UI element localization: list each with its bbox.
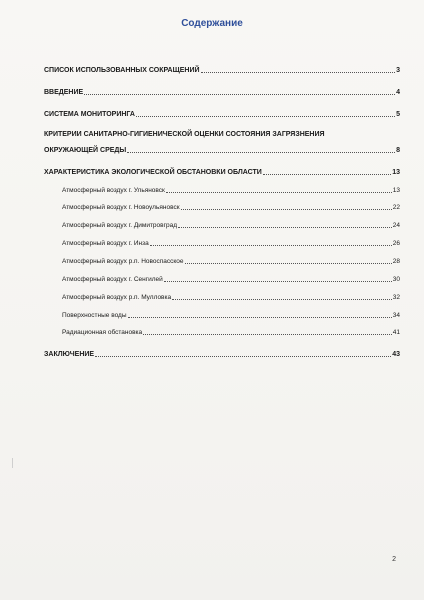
toc-entry-page: 22: [392, 204, 400, 211]
toc-entry-label: Атмосферный воздух г. Ульяновск: [62, 187, 165, 194]
toc-entry-page: 30: [392, 276, 400, 283]
toc-entry-introduction: [44, 88, 400, 97]
toc-leader-dots: [150, 245, 392, 246]
toc-entry-page: 24: [392, 222, 400, 229]
toc-leader-dots: [178, 227, 392, 228]
toc-entry-page: 34: [392, 312, 400, 319]
toc-leader-dots: [127, 152, 395, 153]
toc-entry-air-novoulyanovsk: [62, 203, 400, 212]
toc-leader-dots: [95, 356, 391, 357]
toc-entry-label: Радиационная обстановка: [62, 329, 143, 336]
toc-entry-page: 5: [396, 111, 400, 118]
toc-entry-label: Поверхностные воды: [62, 312, 127, 319]
toc-entry-label-line1: КРИТЕРИИ САНИТАРНО-ГИГИЕНИЧЕСКОЙ ОЦЕНКИ СОСТОЯНИЯ ЗАГРЯЗНЕНИЯ: [44, 131, 325, 138]
page-number: 2: [392, 556, 396, 563]
toc-entry-page: 26: [392, 240, 400, 247]
toc-entry-page: 3: [396, 67, 400, 74]
toc-entry-surface-water: [62, 311, 400, 320]
toc-entry-page: 8: [396, 147, 400, 154]
toc-entry-label: ВВЕДЕНИЕ: [44, 89, 84, 96]
page-title: Содержание: [181, 18, 243, 29]
toc-entry-ecology: [44, 168, 400, 177]
toc-entry-page: 28: [392, 258, 400, 265]
toc-entry-page: 4: [396, 89, 400, 96]
toc-entry-air-novospasskoe: [62, 257, 400, 266]
toc-entry-air-sengiley: [62, 275, 400, 284]
toc-leader-dots: [181, 209, 392, 210]
toc-entry-air-inza: [62, 239, 400, 248]
toc-entry-page: 13: [392, 187, 400, 194]
toc-leader-dots: [166, 192, 392, 193]
toc-entry-label: Атмосферный воздух г. Димитровград: [62, 222, 178, 229]
toc-entry-air-dimitrovgrad: [62, 221, 400, 230]
scan-artifact-line: [12, 458, 13, 468]
toc-entry-page: 41: [392, 329, 400, 336]
toc-leader-dots: [201, 72, 396, 73]
toc-entry-label: Атмосферный воздух г. Сенгилей: [62, 276, 163, 283]
toc-entry-criteria: [44, 130, 400, 155]
toc-leader-dots: [143, 334, 392, 335]
toc-entry-label: Атмосферный воздух г. Инза: [62, 240, 149, 247]
toc-entry-label: Атмосферный воздух р.п. Мулловка: [62, 294, 172, 301]
toc-leader-dots: [164, 281, 392, 282]
toc-entry-radiation: [62, 328, 400, 337]
toc-leader-dots: [136, 116, 395, 117]
toc-leader-dots: [128, 317, 392, 318]
toc-leader-dots: [172, 299, 392, 300]
toc-entry-conclusion: [44, 350, 400, 359]
toc-entry-label: СИСТЕМА МОНИТОРИНГА: [44, 111, 135, 118]
toc-leader-dots: [84, 94, 395, 95]
toc-entry-air-mullovka: [62, 293, 400, 302]
toc-entry-label: ЗАКЛЮЧЕНИЕ: [44, 351, 95, 358]
toc-entry-page: 43: [392, 351, 400, 358]
toc-entry-monitoring-system: [44, 110, 400, 119]
toc-entry-page: 32: [392, 294, 400, 301]
toc-entry-label-line2: ОКРУЖАЮЩЕЙ СРЕДЫ: [44, 147, 127, 154]
toc-leader-dots: [185, 263, 392, 264]
toc-entry-air-ulyanovsk: [62, 186, 400, 195]
toc-leader-dots: [263, 174, 391, 175]
toc-entry-page: 13: [392, 169, 400, 176]
toc-entry-label: ХАРАКТЕРИСТИКА ЭКОЛОГИЧЕСКОЙ ОБСТАНОВКИ ОБЛАСТИ: [44, 169, 262, 176]
toc-entry-label: СПИСОК ИСПОЛЬЗОВАННЫХ СОКРАЩЕНИЙ: [44, 67, 200, 74]
toc-entry-label: Атмосферный воздух г. Новоульяновск: [62, 204, 180, 211]
toc-entry-abbreviations: [44, 66, 400, 75]
toc-entry-label: Атмосферный воздух р.п. Новоспасское: [62, 258, 184, 265]
